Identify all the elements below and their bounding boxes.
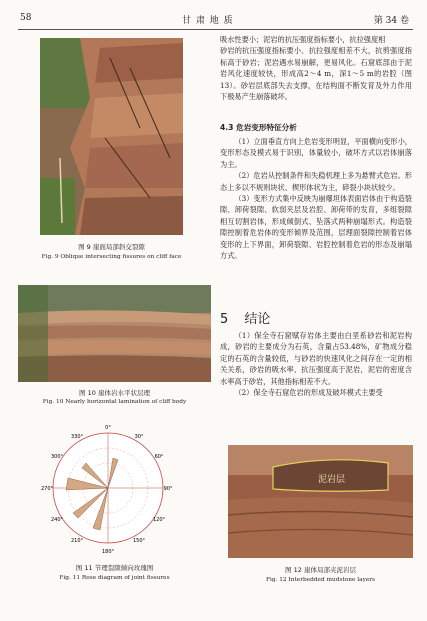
fig10-photo [18, 285, 211, 382]
fig9-photo [40, 38, 183, 235]
rose-label-0: 0° [105, 425, 111, 431]
fig11-caption-cn: 图 11 节理裂隙倾向玫瑰图 [75, 564, 154, 572]
rose-label-60: 60° [154, 454, 164, 460]
fig12-mudstone-label: 泥岩层 [318, 475, 346, 485]
fig12-photo [228, 445, 413, 558]
header-rule [18, 29, 413, 30]
text-top-block [220, 34, 412, 102]
rose-label-300: 300° [50, 454, 64, 460]
fig9-caption-en: Fig. 9 Oblique intersecting fissures on cliff face [41, 254, 182, 260]
section-4-3-body [220, 136, 412, 261]
para-2: （2）危岩从控制条件和失稳机理上多为悬臂式危岩。形态上多以不规则块状、楔形体状为主，碎裂小块状较少。 [220, 171, 412, 192]
section-5-heading [220, 308, 270, 327]
para-1: （1）立面垂直方向上危岩变形明显，平面横向变形小，变形形态及模式易于识别，体量较小，破坏方式以岩体崩落为主。 [220, 137, 412, 169]
rose-label-240: 240° [50, 517, 64, 523]
para-3: （3）变形方式集中反映为崩爆坦体表面岩体由于构造裂隙、卸荷裂隙、软弱夹层及岩腔、卸荷带的发育，多组裂隙相互切割岩体，形成倾倒式、坠落式两种崩塌形式。构造裂隙控制着危岩体的变形倾界及范围，层理面裂隙控制着岩体变形的上下界面，卸荷裂隙、岩腔控制着危岩的形态及崩塌方式。 [220, 194, 412, 261]
para-top: 砂岩的抗压强度指标要小、抗拉强度相差不大，抗剪强度指标高于砂岩；泥岩遇水易崩解，更易风化。石窟底部由于泥岩风化速度较快，形成高2～4 m，深1～5 m的岩腔（图13）。砂岩层底部失去支撑，在结构面不断发育及外力作用下极易产生崩落破坏。 [220, 46, 412, 102]
conclusion-body [220, 330, 412, 398]
rose-label-270: 270° [40, 486, 54, 492]
journal-name: 甘 肃 地 质 [182, 16, 234, 26]
conclusion-2: （2）保全寺石窟危岩的形成及破坏模式主要受 [234, 388, 383, 398]
rose-label-120: 120° [152, 517, 166, 523]
fig10-caption-en: Fig. 10 Nearly horizontal lamination of cliff body [42, 399, 187, 405]
rose-label-330: 330° [70, 434, 84, 440]
rose-label-90: 90° [163, 486, 173, 492]
para-top-first: 吸水性要小；泥岩的抗压强度指标要小，抗拉强度相 [220, 35, 386, 44]
section-5-title: 结论 [244, 312, 271, 327]
fig10-caption-cn: 图 10 崖体岩水平状层理 [79, 389, 150, 397]
fig12-caption-en: Fig. 12 Interbedded mudstone layers [265, 577, 376, 583]
fig9-caption-cn: 图 9 崖面局部斜交裂隙 [78, 243, 145, 251]
rose-label-180: 180° [101, 549, 115, 555]
rose-label-210: 210° [70, 538, 84, 544]
rose-label-30: 30° [134, 434, 144, 440]
section-5-number: 5 [220, 312, 229, 327]
rose-label-150: 150° [132, 538, 146, 544]
fig12-caption-cn: 图 12 崖体局部夹泥岩层 [285, 566, 356, 574]
conclusion-1: （1）保全寺石窟赋存岩体主要由白垩系砂岩和泥岩构成，砂岩的主要成分为石英，含量占53.48%，矿物成分稳定的石英的含量较低，与砂岩的快速风化之间存在一定的相关关系，砂岩的吸水率、抗压强度高于泥岩，泥岩的密度含水率高于砂岩，其他指标相差不大。 [220, 331, 412, 386]
volume-label: 第 34 卷 [373, 16, 409, 26]
fig11-caption-en: Fig. 11 Rose diagram of joint fissures [59, 575, 170, 581]
page-number: 58 [20, 13, 32, 23]
fig11-rose-diagram [38, 418, 178, 558]
section-4-3-title: 4.3 危岩变形特征分析 [220, 123, 297, 132]
